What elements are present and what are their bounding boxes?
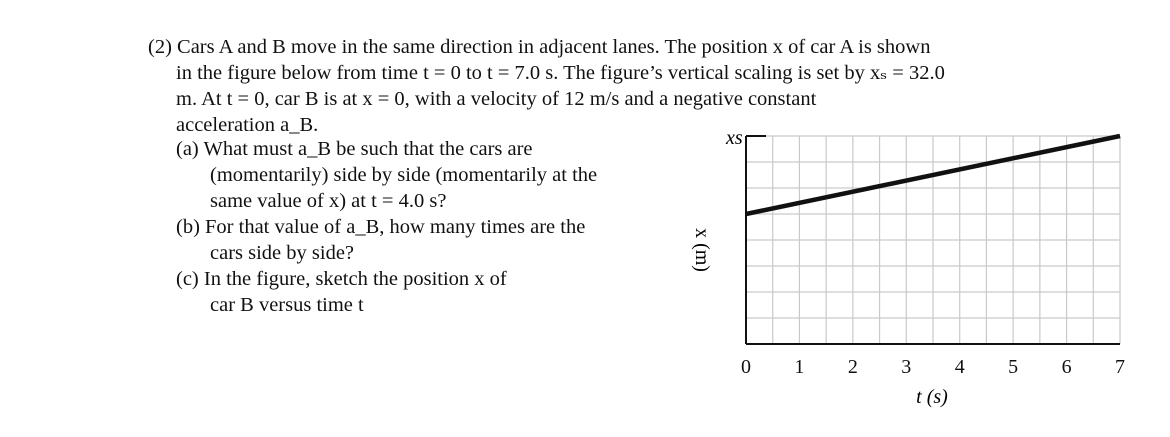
x-tick-label: 7: [1115, 356, 1125, 378]
y-axis-label: x (m): [691, 228, 713, 272]
x-tick-label: 1: [794, 356, 805, 378]
x-axis-label: t (s): [916, 386, 948, 408]
position-graph: [660, 120, 1140, 420]
chart-x-ticks: [741, 356, 1125, 378]
x-tick-label: 4: [954, 356, 965, 378]
part-c-line-1: (c) In the figure, sketch the position x of: [176, 268, 507, 290]
y-top-label: [725, 127, 743, 149]
x-tick-label: 0: [741, 356, 751, 378]
x-tick-label: 6: [1061, 356, 1072, 378]
x-tick-label: 5: [1008, 356, 1019, 378]
position-chart: [660, 120, 1140, 420]
part-a-line-2: (momentarily) side by side (momentarily at the: [210, 164, 598, 186]
chart-grid: [746, 136, 1120, 344]
x-tick-label: 2: [847, 356, 858, 378]
problem-parts: [176, 136, 656, 318]
part-a-line-3: same value of x) at t = 4.0 s?: [210, 190, 447, 212]
x-tick-label: 3: [901, 356, 912, 378]
part-c-line-2: car B versus time t: [210, 294, 364, 316]
part-b-line-2: cars side by side?: [210, 242, 355, 264]
intro-line-3: m. At t = 0, car B is at x = 0, with a velocity of 12 m/s and a negative constant: [176, 88, 817, 110]
intro-line-2: in the figure below from time t = 0 to t = 7.0 s. The figure’s vertical scaling is set by xₛ = 32.0: [176, 62, 945, 84]
part-a-line-1: (a) What must a_B be such that the cars are: [176, 138, 533, 160]
part-b-line-1: (b) For that value of a_B, how many times are the: [176, 216, 586, 238]
intro-line-4: acceleration a_B.: [176, 114, 319, 136]
intro-line-1: (2) Cars A and B move in the same direction in adjacent lanes. The position x of car A is shown: [148, 36, 931, 58]
y-top-label-x: xs: [726, 127, 743, 149]
